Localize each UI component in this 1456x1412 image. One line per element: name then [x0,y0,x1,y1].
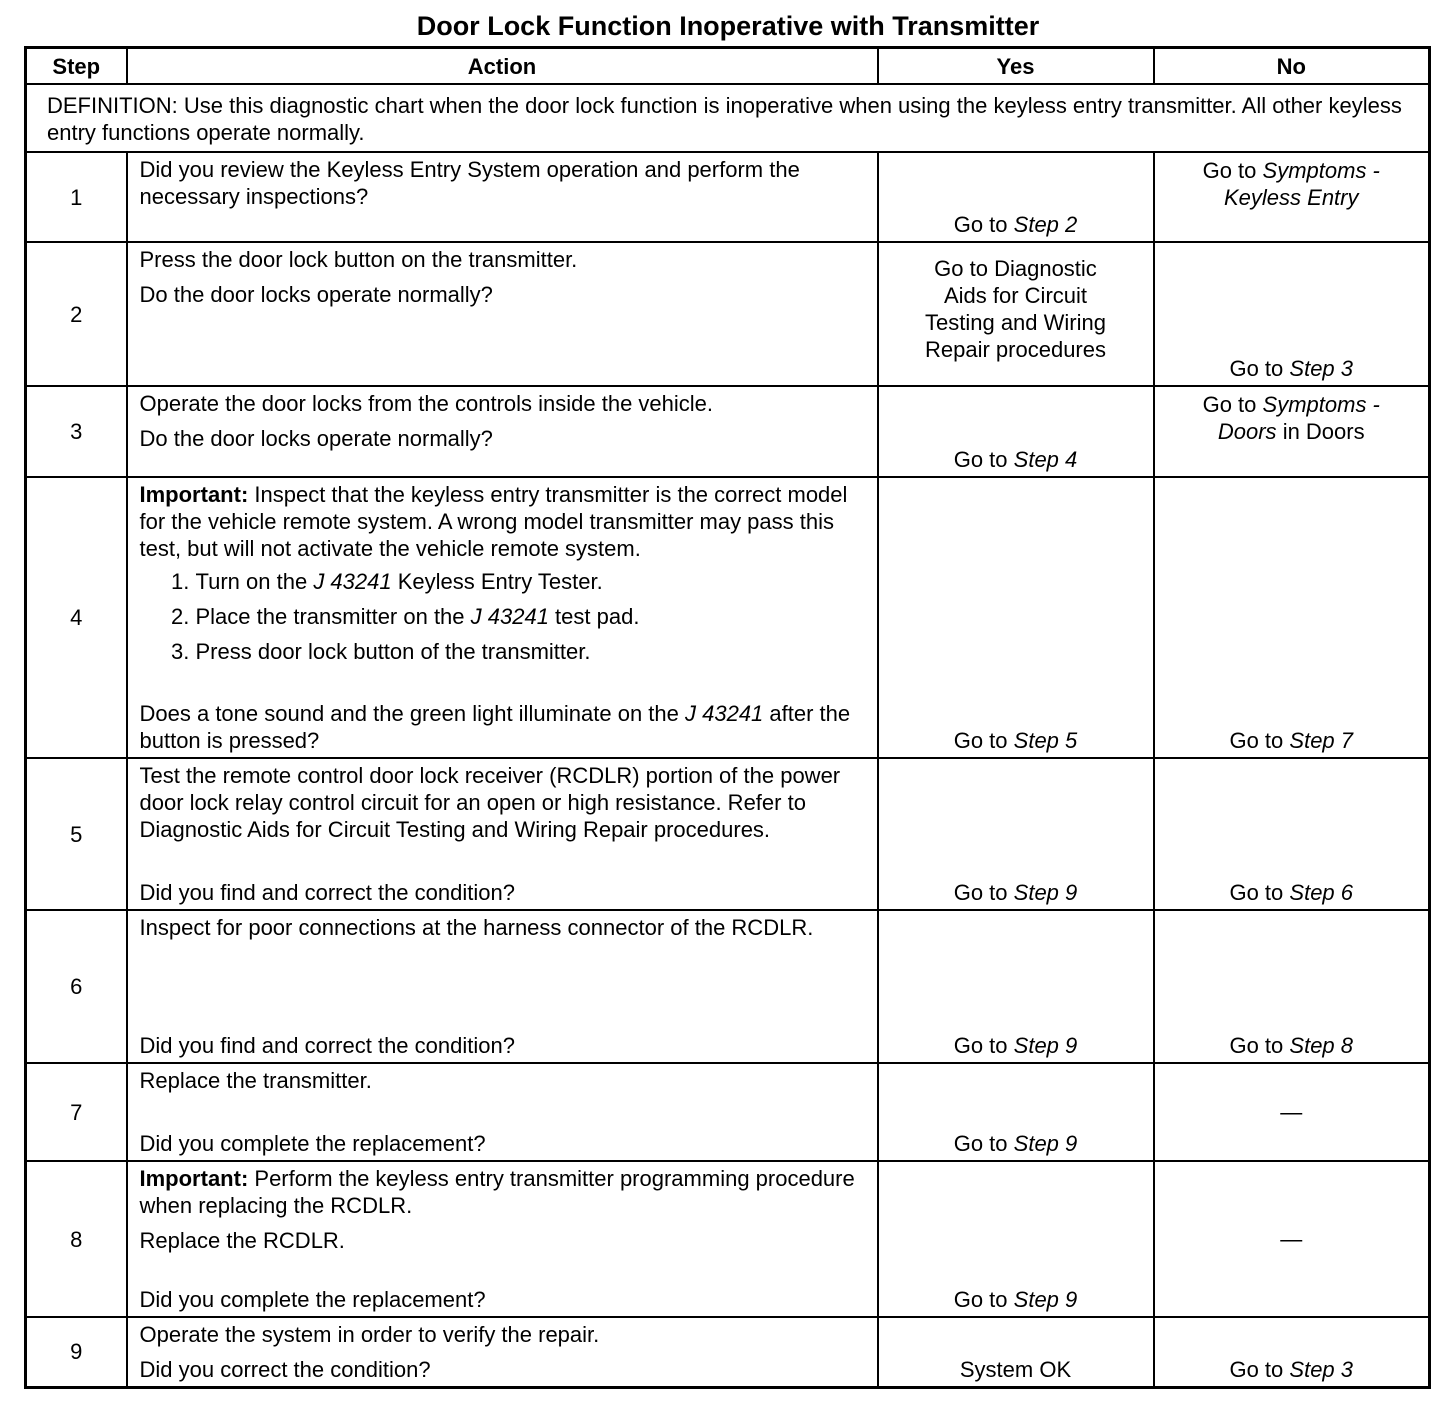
important-label: Important: [139,482,249,507]
diagnostic-table [24,46,1431,1389]
action-cell [127,477,878,758]
action-question: Did you correct the condition? [139,1356,431,1382]
goto-label: Go to [953,1131,1008,1156]
action-text: Test the remote control door lock receiver (RCDLR) portion of the power door lock relay control circuit for an open or high resistance. Refer to Diagnostic Aids for Circuit Testing and Wiring Repair procedures. [139,763,841,842]
yes-step-ref: Step 9 [1013,1033,1078,1058]
action-question: Did you complete the replacement? [139,1131,486,1156]
action-text: Operate the door locks from the controls inside the vehicle. [139,391,714,416]
table-row [26,386,1430,477]
table-row [26,758,1430,910]
goto-label: Go to [1202,158,1257,183]
important-text: Perform the keyless entry transmitter programming procedure when replacing the RCDLR. [139,1166,855,1218]
action-question: Did you find and correct the condition? [139,1033,515,1058]
step-number: 1 [26,152,127,242]
action-cell [127,1063,878,1161]
table-row [26,910,1430,1063]
page-title: Door Lock Function Inoperative with Transmitter [416,11,1040,41]
definition-text: DEFINITION: Use this diagnostic chart when the door lock function is inoperative when using the keyless entry transmitter. All other keyless entry functions operate normally. [26,84,1430,152]
action-cell [127,152,878,242]
action-question: Do the door locks operate normally? [139,282,493,307]
step-number: 6 [26,910,127,1063]
action-question: Do the door locks operate normally? [139,426,493,451]
yes-step-ref: Step 9 [1013,880,1078,905]
goto-label: Go to [953,728,1008,753]
action-text: Replace the transmitter. [139,1068,372,1093]
no-cell [1154,386,1430,477]
goto-label: Go to [1229,1356,1284,1382]
yes-step-ref: Step 2 [1013,212,1078,237]
important-label: Important: [139,1166,249,1191]
no-cell [1154,152,1430,242]
action-text: Replace the RCDLR. [139,1228,345,1253]
goto-label: Go to [953,1033,1008,1058]
yes-text: Go to Diagnostic Aids for Circuit Testing and Wiring Repair procedures [925,256,1106,362]
important-text: Inspect that the keyless entry transmitter is the correct model for the vehicle remote system. A wrong model transmitter may pass this test, but will not activate the vehicle remote system. [139,482,848,561]
no-symptom-ref: Symptoms - Doors [1217,392,1380,444]
action-cell [127,910,878,1063]
header-action: Action [127,48,878,85]
yes-cell [878,1161,1154,1317]
no-dash: — [1280,1226,1303,1252]
action-cell [127,1161,878,1317]
table-row [26,1063,1430,1161]
table-row [26,152,1430,242]
action-cell [127,1317,878,1387]
yes-cell [878,477,1154,758]
yes-step-ref: Step 9 [1013,1131,1078,1156]
yes-cell [878,910,1154,1063]
yes-step-ref: Step 9 [1013,1287,1078,1312]
no-cell [1154,1161,1430,1317]
list-item: 1. Turn on the J 43241 Keyless Entry Tester. [196,568,869,595]
step-number: 8 [26,1161,127,1317]
no-cell [1154,242,1430,386]
step-number: 3 [26,386,127,477]
goto-label: Go to [1229,1033,1284,1058]
tool-ref: J 43241 [685,701,764,726]
no-step-ref: Step 3 [1289,1356,1354,1382]
action-text: Press the door lock button on the transmitter. [139,247,578,272]
step-number: 7 [26,1063,127,1161]
table-row [26,1161,1430,1317]
step-number: 4 [26,477,127,758]
table-row [26,477,1430,758]
no-suffix: in Doors [1282,419,1365,444]
no-cell [1154,477,1430,758]
list-item: 3. Press door lock button of the transmitter. [196,638,869,665]
no-step-ref: Step 7 [1289,728,1354,753]
action-question: Does a tone sound and the green light illuminate on the J 43241 after the button is pressed? [139,701,851,753]
header-yes: Yes [878,48,1154,85]
action-question: Did you find and correct the condition? [139,880,515,905]
action-cell [127,386,878,477]
no-cell [1154,910,1430,1063]
goto-label: Go to [953,212,1008,237]
yes-text: System OK [959,1356,1072,1382]
goto-label: Go to [1202,392,1257,417]
tool-ref: J 43241 [470,604,549,629]
goto-label: Go to [953,1287,1008,1312]
table-row [26,1317,1430,1387]
no-symptom-ref: Symptoms - Keyless Entry [1224,158,1380,210]
action-cell [127,242,878,386]
yes-cell [878,386,1154,477]
no-step-ref: Step 3 [1289,356,1354,381]
yes-cell [878,152,1154,242]
goto-label: Go to [953,880,1008,905]
action-cell [127,758,878,910]
no-dash: — [1280,1099,1303,1125]
yes-step-ref: Step 4 [1013,447,1078,472]
action-text: Did you review the Keyless Entry System operation and perform the necessary inspections? [139,157,800,209]
definition-row [26,84,1430,152]
goto-label: Go to [1229,880,1284,905]
goto-label: Go to [1229,356,1284,381]
list-item: 2. Place the transmitter on the J 43241 test pad. [196,603,869,630]
header-row [26,48,1430,85]
step-number: 5 [26,758,127,910]
header-step: Step [26,48,127,85]
no-cell [1154,758,1430,910]
table-row [26,242,1430,386]
no-cell [1154,1063,1430,1161]
step-number: 2 [26,242,127,386]
no-step-ref: Step 8 [1289,1033,1354,1058]
goto-label: Go to [1229,728,1284,753]
action-text: Inspect for poor connections at the harness connector of the RCDLR. [139,915,814,940]
yes-cell [878,758,1154,910]
step-number: 9 [26,1317,127,1387]
goto-label: Go to [953,447,1008,472]
yes-step-ref: Step 5 [1013,728,1078,753]
action-text: Operate the system in order to verify the repair. [139,1322,600,1347]
yes-cell [878,1317,1154,1387]
no-cell [1154,1317,1430,1387]
substep-list [140,568,869,665]
tool-ref: J 43241 [313,569,392,594]
yes-cell [878,1063,1154,1161]
no-step-ref: Step 6 [1289,880,1354,905]
header-no: No [1154,48,1430,85]
action-question: Did you complete the replacement? [139,1287,486,1312]
yes-cell [878,242,1154,386]
